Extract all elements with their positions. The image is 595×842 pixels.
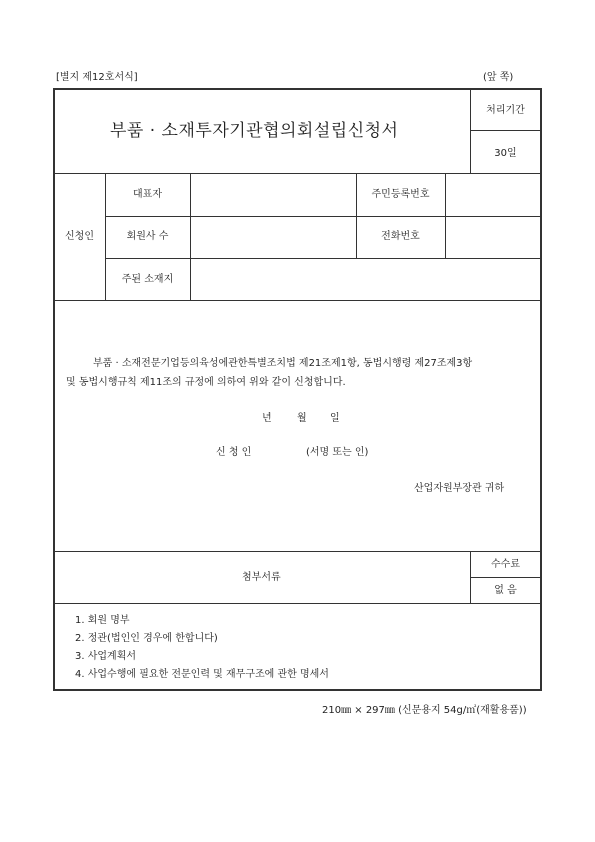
address-label: 주된 소재지 (121, 274, 174, 285)
processing-period-value: 30일 (494, 148, 517, 159)
page-side-label: (앞 쪽) (483, 72, 514, 83)
attachment-item: 3. 사업계획서 (75, 651, 137, 662)
attachments-section-top (54, 551, 541, 552)
paper-spec-footer: 210㎜ × 297㎜ (신문용지 54g/㎡(재활용품)) (322, 705, 527, 716)
attachments-header-bottom (54, 603, 541, 604)
signature-note: (서명 또는 인) (306, 447, 369, 458)
fee-label: 수수료 (491, 559, 520, 570)
fee-row-divider (470, 577, 541, 578)
statement-line-1: 부품 · 소재전문기업등의육성에관한특별조치법 제21조제1항, 동법시행령 제27조제3항 (93, 358, 473, 369)
attachments-header: 첨부서류 (242, 572, 281, 583)
date-day-label: 일 (330, 413, 340, 424)
attachment-item: 2. 정관(법인인 경우에 한합니다) (75, 633, 218, 644)
representative-label: 대표자 (133, 189, 162, 200)
fee-value: 없 음 (494, 585, 517, 596)
member-count-label: 회원사 수 (126, 231, 169, 242)
addressee: 산업자원부장관 귀하 (414, 483, 505, 494)
signer-label: 신 청 인 (216, 447, 252, 458)
processing-period-label: 처리기간 (486, 105, 525, 116)
phone-field[interactable] (446, 217, 541, 258)
date-year-label: 년 (262, 413, 272, 424)
representative-field[interactable] (191, 174, 356, 216)
resident-number-label: 주민등록번호 (371, 189, 430, 200)
statement-line-2: 및 동법시행규칙 제11조의 규정에 의하여 위와 같이 신청합니다. (66, 377, 346, 388)
resident-number-field[interactable] (446, 174, 541, 216)
title-divider (470, 89, 471, 173)
date-month-label: 월 (297, 413, 307, 424)
phone-label: 전화번호 (381, 231, 420, 242)
value-column-divider (356, 173, 357, 258)
form-number: [별지 제12호서식] (56, 72, 138, 83)
applicant-section-bottom (54, 300, 541, 301)
form-title: 부품 · 소재투자기관협의회설립신청서 (110, 121, 399, 141)
attachment-item: 4. 사업수행에 필요한 전문인력 및 재무구조에 관한 명세서 (75, 669, 329, 680)
member-count-field[interactable] (191, 217, 356, 258)
attachment-item: 1. 회원 명부 (75, 615, 130, 626)
applicant-section-label: 신청인 (65, 231, 94, 242)
address-field[interactable] (191, 259, 541, 300)
processing-divider (470, 130, 541, 131)
